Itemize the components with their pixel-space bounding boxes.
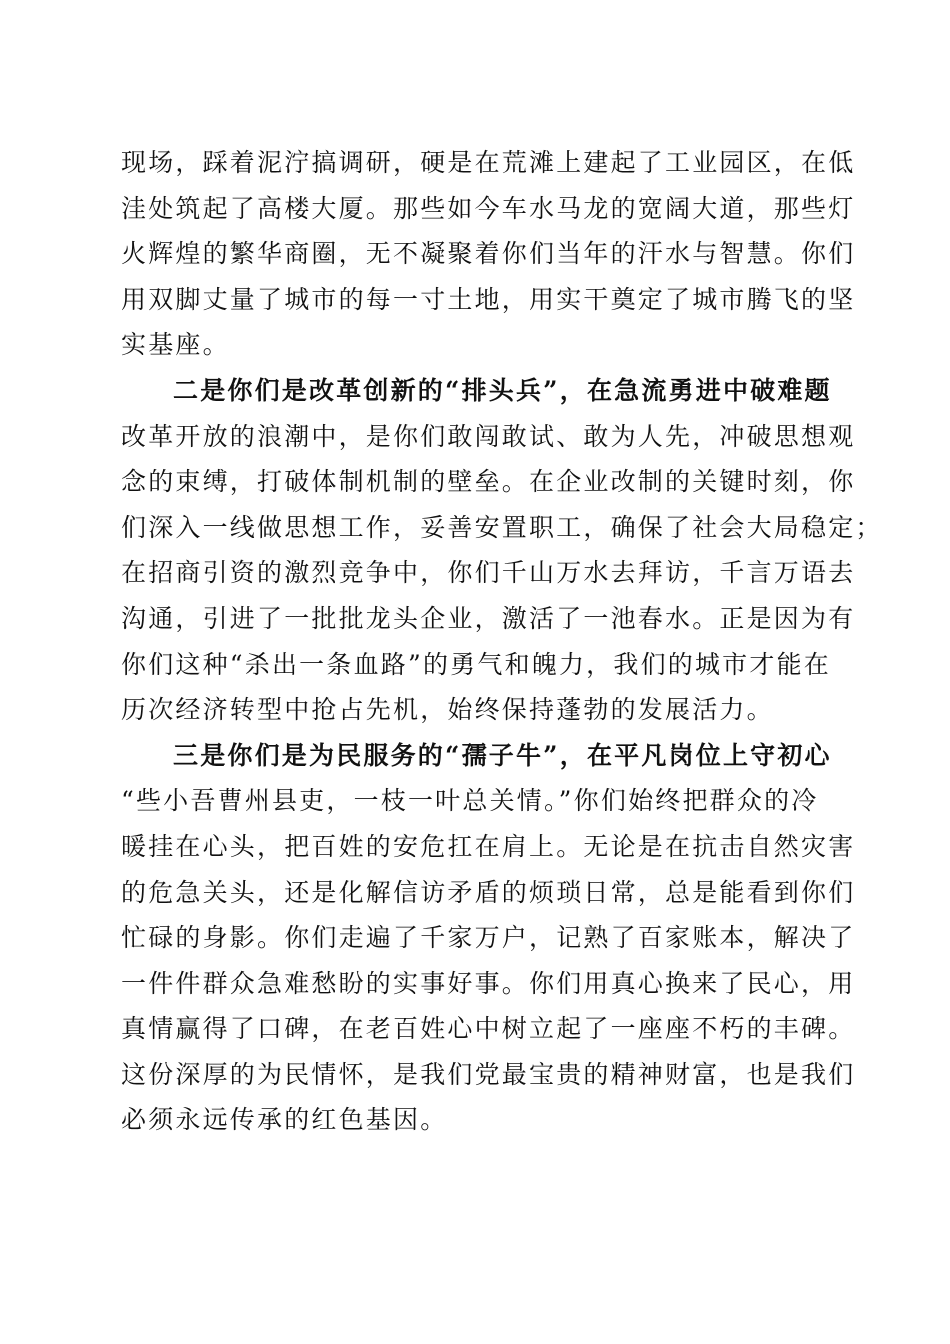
text-line: 暖挂在心头，把百姓的安危扛在肩上。无论是在抗击自然灾害 (121, 831, 856, 861)
text-line: 实基座。 (121, 330, 230, 360)
section-heading-3: 三是你们是为民服务的“孺子牛”，在平凡岗位上守初心 (173, 740, 832, 770)
body-text (121, 140, 883, 1143)
section-heading-2: 二是你们是改革创新的“排头兵”，在急流勇进中破难题 (173, 375, 832, 405)
text-line: 沟通，引进了一批批龙头企业，激活了一池春水。正是因为有 (121, 603, 856, 633)
text-line: 必须永远传承的红色基因。 (121, 1105, 448, 1135)
text-line: “些小吾曹州县吏，一枝一叶总关情。”你们始终把群众的冷 (121, 786, 819, 816)
text-line: 火辉煌的繁华商圈，无不凝聚着你们当年的汗水与智慧。你们 (121, 239, 856, 269)
text-line: 历次经济转型中抢占先机，始终保持蓬勃的发展活力。 (121, 695, 774, 725)
text-line: 们深入一线做思想工作，妥善安置职工，确保了社会大局稳定； (121, 512, 883, 542)
text-line: 真情赢得了口碑，在老百姓心中树立起了一座座不朽的丰碑。 (121, 1014, 856, 1044)
text-line: 用双脚丈量了城市的每一寸土地，用实干奠定了城市腾飞的坚 (121, 284, 856, 314)
text-line: 一件件群众急难愁盼的实事好事。你们用真心换来了民心，用 (121, 968, 856, 998)
text-line: 在招商引资的激烈竞争中，你们千山万水去拜访，千言万语去 (121, 558, 856, 588)
text-line: 的危急关头，还是化解信访矛盾的烦琐日常，总是能看到你们 (121, 877, 856, 907)
text-line: 你们这种“杀出一条血路”的勇气和魄力，我们的城市才能在 (121, 649, 831, 679)
text-line: 改革开放的浪潮中，是你们敢闯敢试、敢为人先，冲破思想观 (121, 421, 856, 451)
text-line: 忙碌的身影。你们走遍了千家万户，记熟了百家账本，解决了 (121, 923, 856, 953)
text-line: 这份深厚的为民情怀，是我们党最宝贵的精神财富，也是我们 (121, 1059, 856, 1089)
text-line: 念的束缚，打破体制机制的壁垒。在企业改制的关键时刻，你 (121, 467, 856, 497)
text-line: 现场，踩着泥泞搞调研，硬是在荒滩上建起了工业园区，在低 (121, 148, 856, 177)
text-line: 洼处筑起了高楼大厦。那些如今车水马龙的宽阔大道，那些灯 (121, 193, 856, 223)
